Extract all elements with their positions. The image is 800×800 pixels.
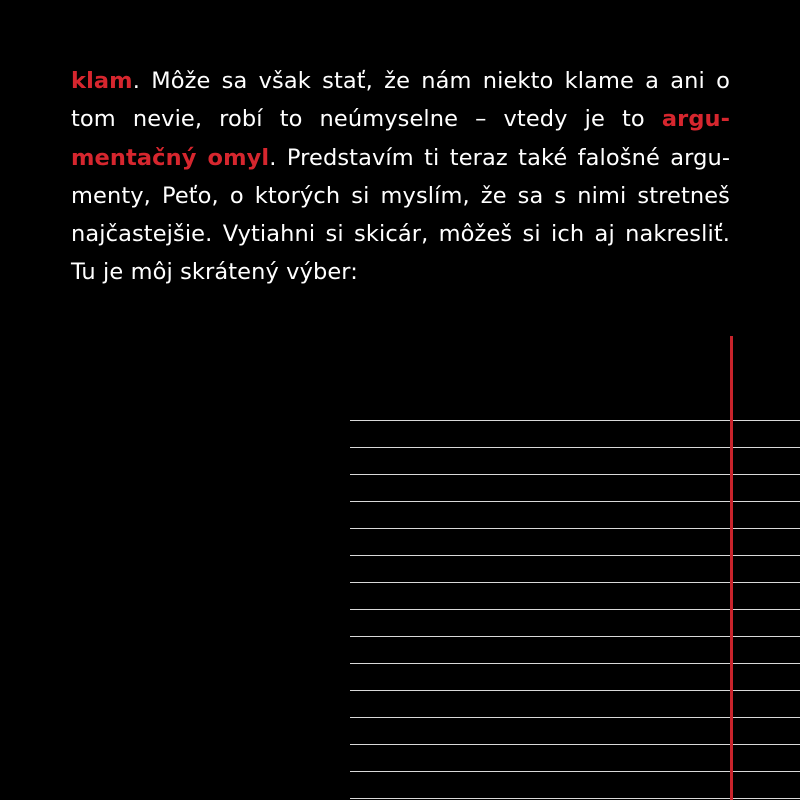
term-argumentacny-omyl: argumentačný omyl <box>71 106 730 171</box>
red-margin-line <box>730 336 733 800</box>
notebook-paper-illustration <box>350 336 800 800</box>
term-klam: klam <box>71 68 133 94</box>
paragraph-text-2: . Predstavím ti teraz také falošné argumenty, Peťo, o ktorých si myslím, že sa s nimi stretneš najčastejšie. Vytiahni si skicár, môžeš si ich aj nakresliť. Tu je môj skrátený výber: <box>71 144 730 286</box>
paragraph-text-1: . Môže sa však stať, že nám niekto klame a ani o tom nevie, robí to neúmyselne – vtedy je to <box>71 68 730 133</box>
body-paragraph <box>71 62 730 292</box>
